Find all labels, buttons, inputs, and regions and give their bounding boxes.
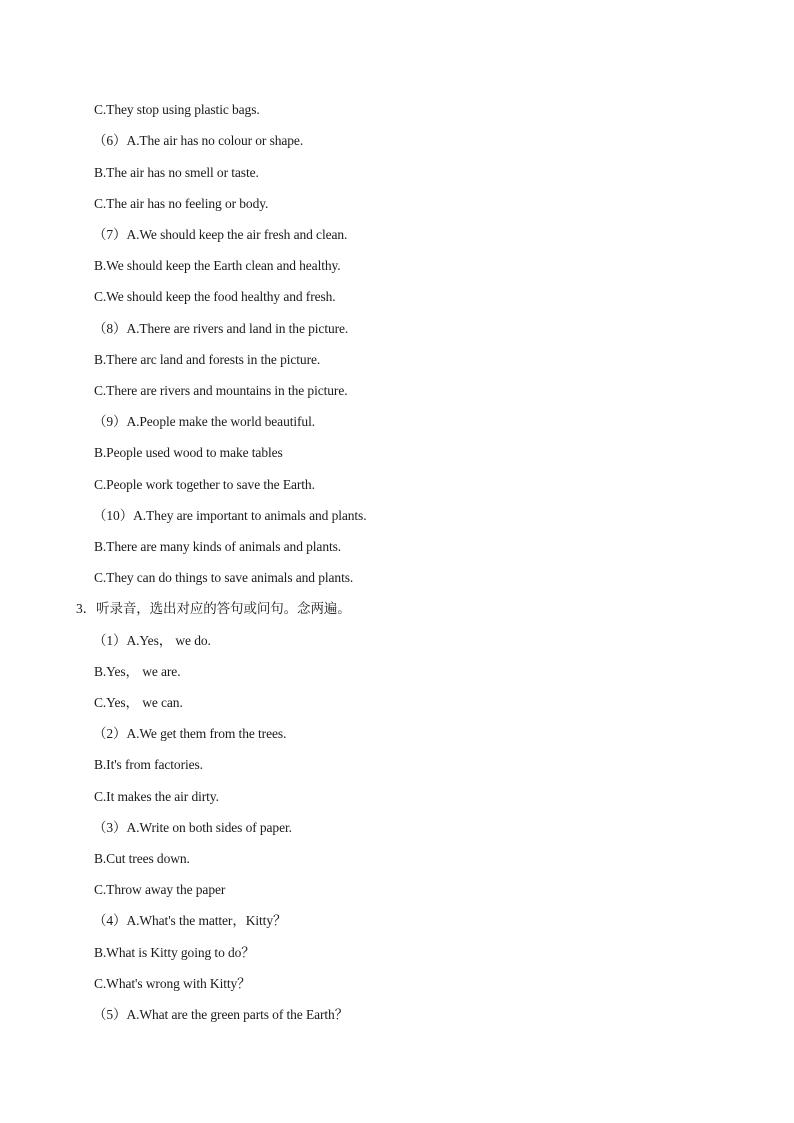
- option-line: C.There are rivers and mountains in the picture.: [94, 383, 348, 398]
- option-line: C.People work together to save the Earth.: [94, 477, 315, 492]
- option-line: C.What's wrong with Kitty？: [94, 976, 251, 991]
- option-line: B.People used wood to make tables: [94, 445, 283, 460]
- option-line: C.It makes the air dirty.: [94, 789, 219, 804]
- option-line: C.They can do things to save animals and plants.: [94, 570, 354, 585]
- question-line: （3）A.Write on both sides of paper.: [93, 820, 292, 835]
- question-line: （1）A.Yes， we do.: [93, 633, 211, 648]
- question-line: （8）A.There are rivers and land in the picture.: [93, 321, 349, 336]
- question-line: （2）A.We get them from the trees.: [93, 726, 287, 741]
- option-line: B.It's from factories.: [94, 757, 203, 772]
- question-line: （4）A.What's the matter，Kitty？: [93, 913, 287, 928]
- option-line: C.Yes， we can.: [94, 695, 183, 710]
- option-line: C.Throw away the paper: [94, 882, 226, 897]
- option-line: B.The air has no smell or taste.: [94, 165, 259, 180]
- question-line: （5）A.What are the green parts of the Earth？: [93, 1007, 349, 1022]
- option-line: C.They stop using plastic bags.: [94, 102, 260, 117]
- option-line: B.There arc land and forests in the picture.: [94, 352, 321, 367]
- question-line: （9）A.People make the world beautiful.: [93, 414, 315, 429]
- option-line: B.We should keep the Earth clean and healthy.: [94, 258, 341, 273]
- option-line: B.Yes， we are.: [94, 664, 181, 679]
- option-line: B.What is Kitty going to do？: [94, 945, 255, 960]
- option-line: B.There are many kinds of animals and plants.: [94, 539, 342, 554]
- section-heading: 3．听录音，选出对应的答句或问句。念两遍。: [76, 601, 351, 616]
- question-line: （10）A.They are important to animals and plants.: [93, 508, 367, 523]
- question-line: （7）A.We should keep the air fresh and clean.: [93, 227, 348, 242]
- option-line: B.Cut trees down.: [94, 851, 190, 866]
- option-line: C.We should keep the food healthy and fresh.: [94, 289, 336, 304]
- option-line: C.The air has no feeling or body.: [94, 196, 269, 211]
- question-line: （6）A.The air has no colour or shape.: [93, 133, 304, 148]
